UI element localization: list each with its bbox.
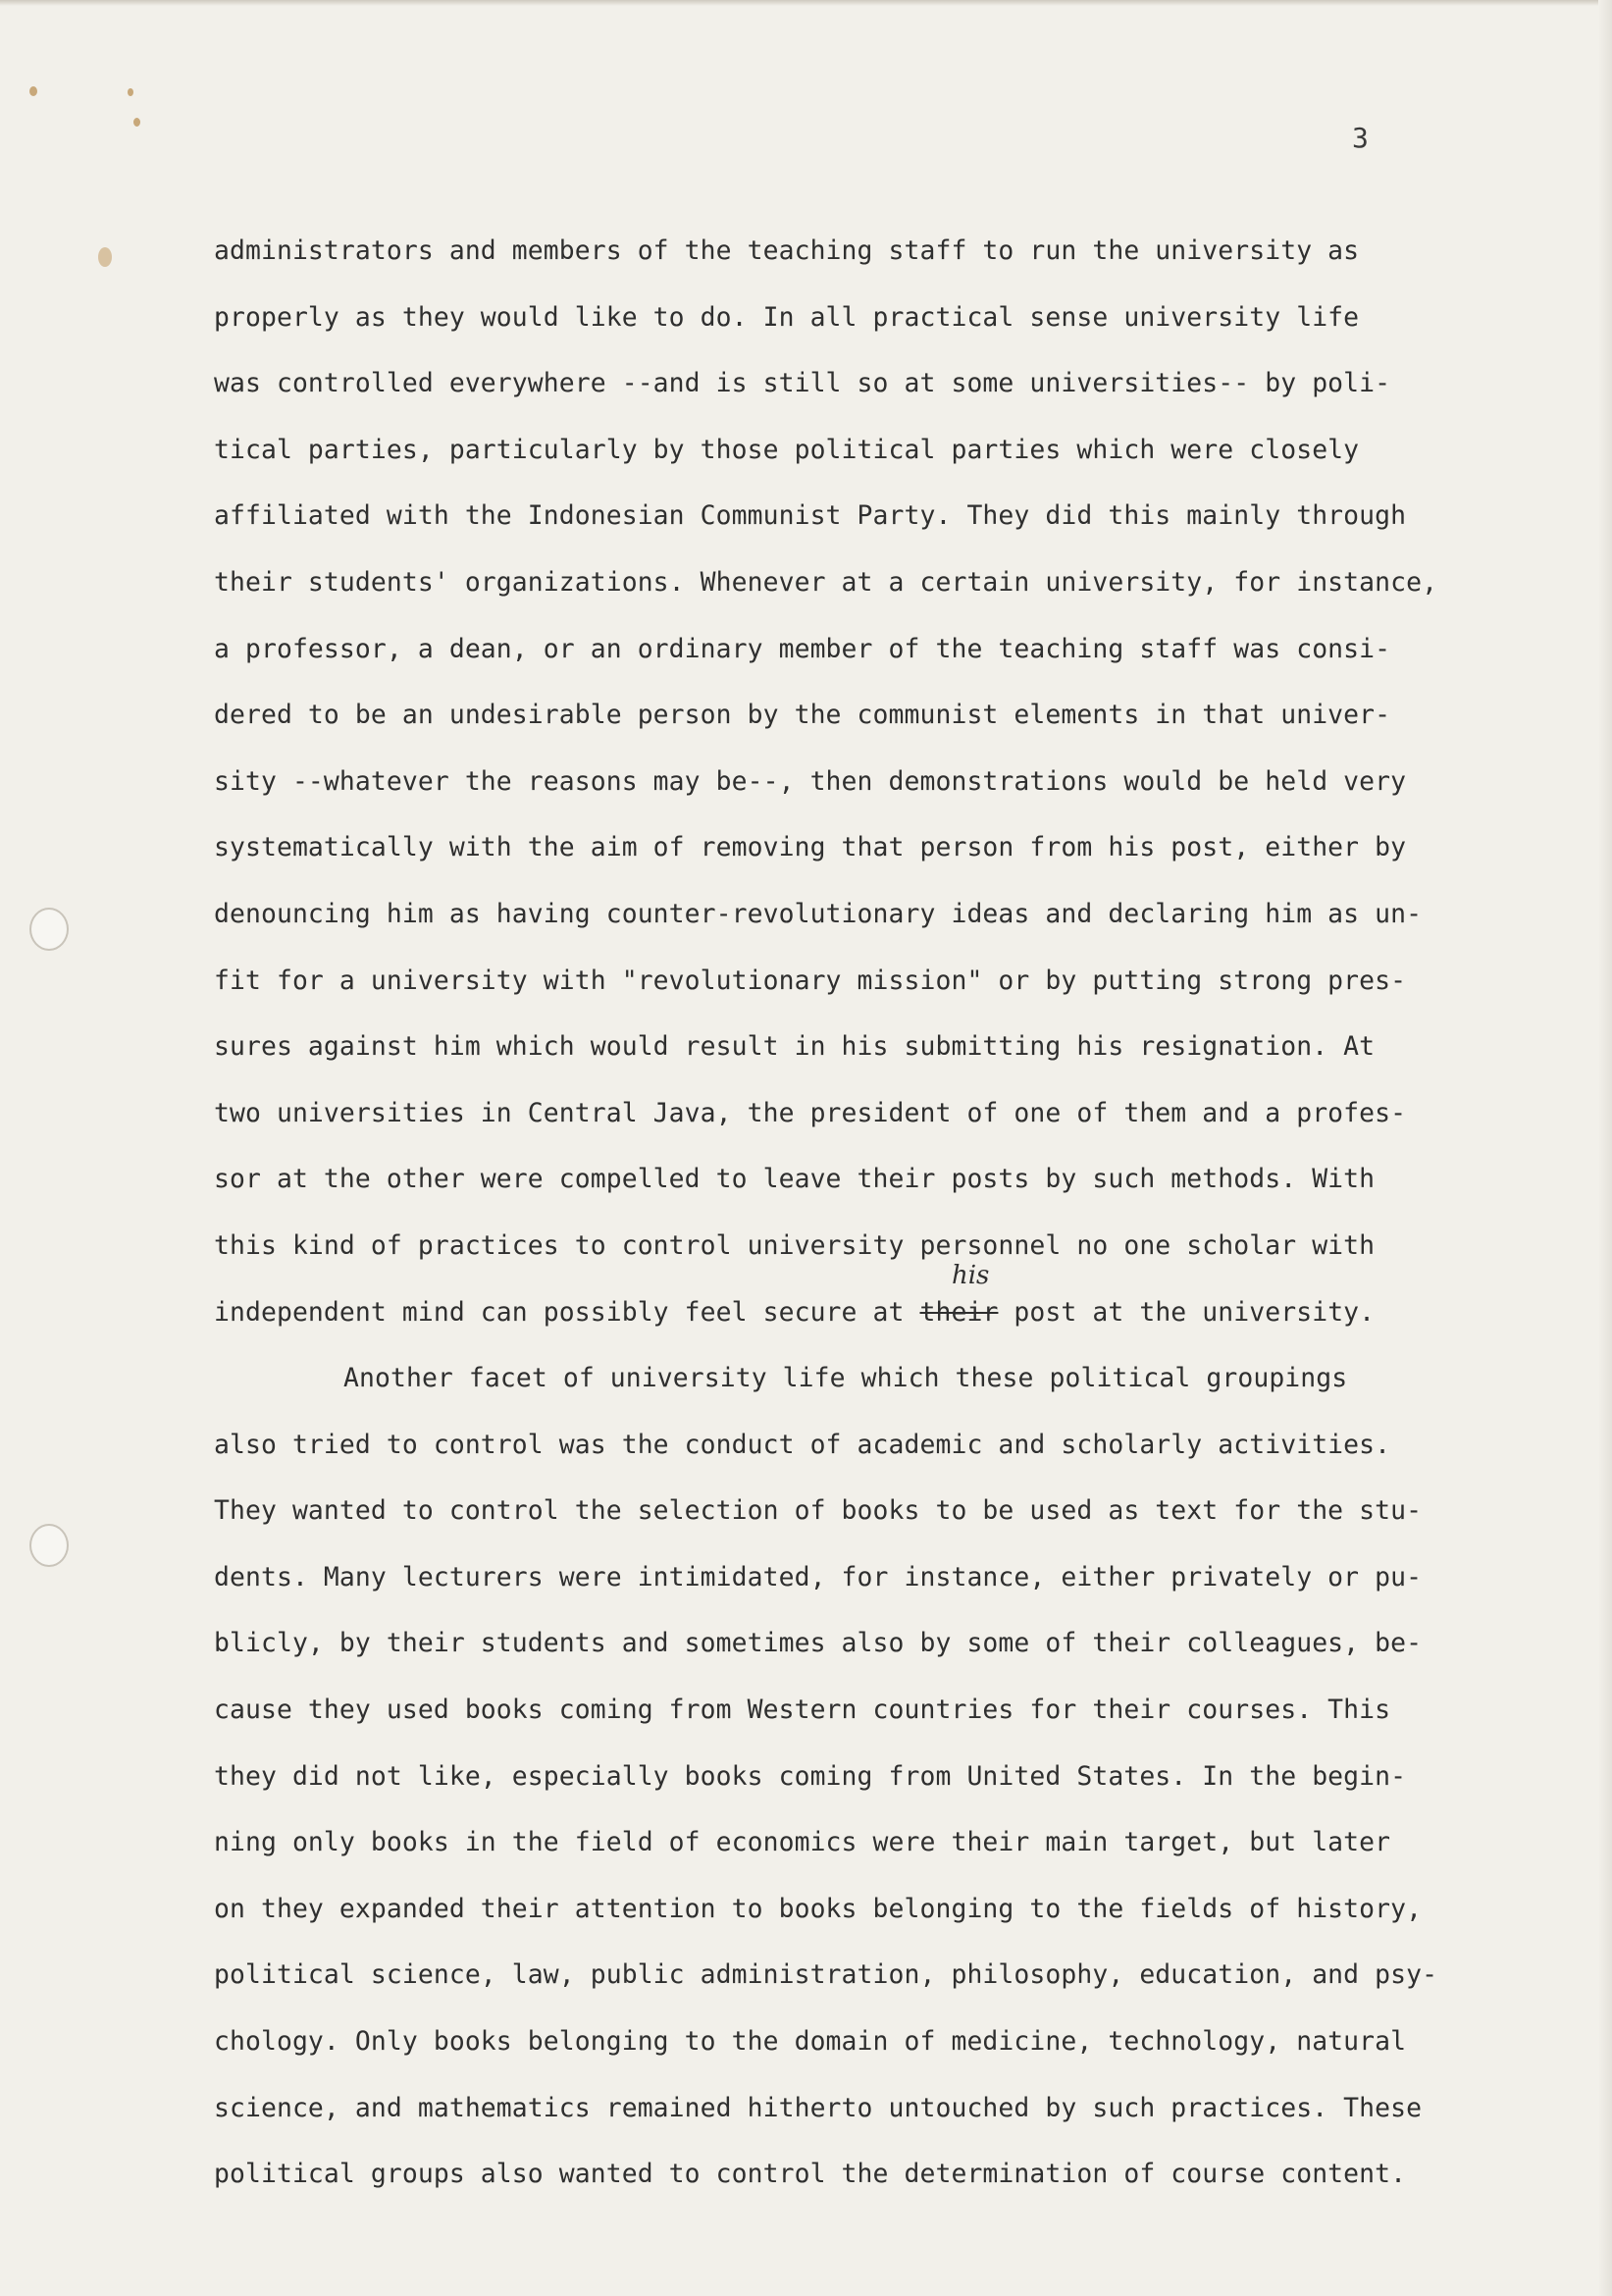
text-line: ning only books in the field of economics were their main target, but later: [214, 1827, 1391, 1858]
stain-mark: [29, 86, 37, 96]
text-line: their students' organizations. Whenever at a certain university, for instance,: [214, 566, 1438, 598]
text-line: systematically with the aim of removing that person from his post, either by: [214, 832, 1407, 863]
text-line: affiliated with the Indonesian Communist Party. They did this mainly through: [214, 500, 1407, 532]
text-line: They wanted to control the selection of books to be used as text for the stu-: [214, 1495, 1423, 1527]
text-line: political groups also wanted to control the determination of course content.: [214, 2159, 1407, 2190]
handwritten-annotation: his: [952, 1261, 990, 1290]
text-line: Another facet of university life which these political groupings: [343, 1363, 1348, 1394]
punch-hole-lower: [29, 1524, 69, 1567]
text-line: a professor, a dean, or an ordinary member of the teaching staff was consi-: [214, 633, 1391, 664]
punch-hole-upper: [29, 908, 69, 951]
text-line: dered to be an undesirable person by the communist elements in that univer-: [214, 700, 1391, 731]
text-line: political science, law, public administration, philosophy, education, and psy-: [214, 1959, 1438, 1991]
text-line: administrators and members of the teaching staff to run the university as: [214, 235, 1360, 266]
text-line: science, and mathematics remained hitherto untouched by such practices. These: [214, 2092, 1423, 2123]
page-right-edge: [1598, 0, 1612, 2296]
text-line: tical parties, particularly by those political parties which were closely: [214, 434, 1360, 465]
text-line-with-correction: [214, 1279, 1480, 1346]
text-line: on they expanded their attention to books belonging to the fields of history,: [214, 1893, 1423, 1924]
text-line: also tried to control was the conduct of academic and scholarly activities.: [214, 1429, 1391, 1460]
text-line: chology. Only books belonging to the domain of medicine, technology, natural: [214, 2026, 1407, 2058]
text-line: this kind of practices to control university personnel no one scholar with: [214, 1229, 1376, 1261]
text-line: blicly, by their students and sometimes also by some of their colleagues, be-: [214, 1628, 1423, 1659]
stain-mark: [98, 247, 112, 267]
text-line: cause they used books coming from Western countries for their courses. This: [214, 1695, 1391, 1726]
text-line: sor at the other were compelled to leave their posts by such methods. With: [214, 1164, 1376, 1195]
page-top-edge: [0, 0, 1612, 6]
text-line: two universities in Central Java, the president of one of them and a profes-: [214, 1097, 1407, 1128]
text-line: was controlled everywhere --and is still so at some universities-- by poli-: [214, 368, 1391, 399]
stain-mark: [133, 118, 140, 127]
text-line: sures against him which would result in his submitting his resignation. At: [214, 1031, 1376, 1063]
page-number: 3: [1352, 122, 1369, 154]
stain-mark: [128, 88, 133, 96]
text-line: sity --whatever the reasons may be--, then demonstrations would be held very: [214, 765, 1407, 797]
struck-word: their: [919, 1296, 999, 1328]
text-segment: post at the university.: [998, 1296, 1376, 1328]
text-line: properly as they would like to do. In all practical sense university life: [214, 301, 1360, 333]
text-line: fit for a university with "revolutionary mission" or by putting strong pres-: [214, 965, 1407, 996]
text-line: they did not like, especially books coming from United States. In the begin-: [214, 1760, 1407, 1792]
text-line: dents. Many lecturers were intimidated, for instance, either privately or pu-: [214, 1561, 1423, 1592]
body-text: [214, 218, 1480, 2208]
text-line: denouncing him as having counter-revolutionary ideas and declaring him as un-: [214, 898, 1423, 929]
text-segment: independent mind can possibly feel secure at: [214, 1296, 920, 1328]
